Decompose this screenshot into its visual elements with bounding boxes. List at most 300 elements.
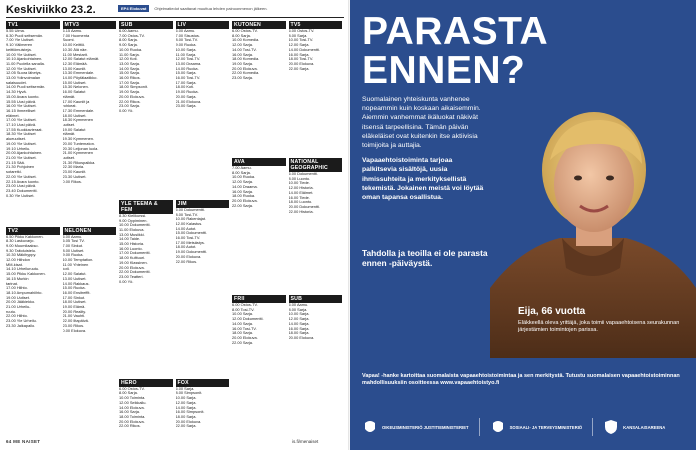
program-item: 14.00 Draama. [232, 184, 258, 189]
program-item: 17.30 Emmerdale. [62, 108, 95, 113]
channel-title: YLE TEEMA & FEM [119, 200, 173, 214]
program-item: 20.00 Ajankohtainen. [6, 151, 43, 156]
program-item: 19.00 Salatut [62, 127, 86, 132]
channel-title: HERO [119, 379, 173, 387]
program-item: uutiset. [62, 123, 76, 128]
sponsor-logo [362, 419, 469, 435]
program-item: 8.00 Tosi-TV. [232, 307, 255, 312]
program-item: 6.00 Aamu. [288, 303, 309, 307]
program-item: 20.00 Elokuva. [119, 419, 145, 424]
program-item: 14.00 Taide. [119, 237, 141, 242]
program-item: 8.00 Sarja. [232, 170, 251, 175]
listing-column [176, 21, 230, 429]
program-item: 11.00 Mestarit. [62, 52, 88, 57]
program-item: 18.10 Ampumahiihto. [6, 290, 43, 295]
shield-icon [603, 419, 619, 435]
program-item: 6.05 Tosi TV. [62, 239, 85, 244]
program-item: 9.30 Taitoluistelu. [6, 248, 36, 253]
program-item: 16.00 Yle Uutiset. [6, 104, 37, 109]
channel-block [6, 21, 60, 224]
program-item: 7.00 Sisustus. [175, 33, 200, 38]
program-item: 18.00 Ruoka. [232, 194, 256, 199]
program-item: 8.30 Kielikurssi. [119, 213, 147, 218]
program-item: 10.00 Sarja. [232, 312, 253, 317]
channel-title: LIV [176, 21, 230, 29]
channel-title: TV2 [6, 227, 60, 235]
program-item: 8.00 Sarja. [288, 33, 308, 38]
channel-block [232, 295, 286, 429]
program-item: 16.00 Luonto. [119, 246, 143, 251]
program-item: 14.00 Elokuva. [119, 405, 145, 410]
program-item: 22.00 Rikos. [119, 424, 141, 429]
program-item: 10.30 Älä näe. [62, 47, 88, 52]
program-item: 10.00 Sarja. [175, 396, 197, 401]
page-url: is.fi/menaiset [292, 439, 319, 444]
program-item: 16.00 Rikos. [119, 76, 141, 81]
program-item: 16.00 Sarja. [288, 326, 310, 331]
program-item: 15.00 Dokumentti. [175, 231, 208, 236]
program-item: 16.00 Simpsonit. [175, 410, 205, 415]
program-item: 20.00 Elokuva. [288, 61, 315, 66]
program-item: 8.00 Tosi-TV. [175, 38, 198, 43]
program-item: 6.15 Aamu. [62, 29, 83, 33]
program-item: 12.00 Sarja. [288, 317, 310, 322]
program-item: 16.00 Sarja. [232, 189, 253, 194]
program-item: 18.00 Uutiset. [62, 113, 87, 118]
program-item: 20.00 Reality. [62, 309, 87, 314]
program-item: 0.00 Elokuva. [62, 328, 87, 333]
channel-title: TV5 [289, 21, 343, 29]
program-item: 18.00 Autot. [175, 245, 197, 250]
program-item: 8.00 Sarja. [119, 38, 138, 43]
advert-page [350, 0, 696, 450]
program-item: 14.00 Autot. [175, 226, 197, 231]
program-item: 8.00 Tosi-TV. [175, 212, 198, 217]
logo-text: SOSIAALI- JA TERVEYSMINISTERIÖ [509, 424, 583, 430]
program-item: 14.00 Sarja. [119, 66, 140, 71]
program-item: 20.00 Elokuva. [175, 419, 202, 424]
program-item: 15.00 Ruoka. [62, 286, 86, 291]
ad-slogan: Tahdolla ja teoilla ei ole parasta ennen -päiväystä. [362, 248, 488, 268]
program-item: 18.00 Kulttuuri. [119, 256, 146, 261]
program-item: 20.00 Elokuva. [175, 254, 202, 259]
program-item: 8.30 Laskuvarjo. [6, 239, 35, 244]
program-item: 16.00 Sarja. [232, 52, 253, 57]
program-item: 22.00 Hiihto. [6, 314, 28, 319]
program-item: 22.00 Sarja. [232, 340, 253, 345]
channel-block [289, 21, 343, 155]
program-item: 19.00 Dokumentti. [175, 250, 208, 255]
program-item: 12.00 Yle Uutiset. [6, 66, 37, 71]
program-item: 20.00 Elokuva. [119, 94, 145, 99]
program-item: ruutu. [6, 309, 16, 314]
listing-column [63, 21, 117, 429]
program-item: 23.00 Sarja. [175, 104, 197, 109]
program-item: 6.00 Ostos-TV. [119, 386, 145, 391]
program-item: 10.00 Ruoka. [119, 47, 143, 52]
program-item: 19.00 Ruoka. [175, 90, 199, 95]
program-item: 20.00 Elokuva. [288, 335, 315, 340]
program-item: 6.00 Aamu. [175, 29, 196, 33]
program-item: 10.00 Sarja. [175, 47, 197, 52]
ad-headline-line2: ENNEN? [362, 49, 526, 92]
program-item: 22.00 Yle Uutiset. [6, 174, 37, 179]
program-item: 10.00 Keittiö. [62, 43, 86, 48]
program-item: 8.00 Uutiset. [62, 248, 85, 253]
sponsor-logos [362, 414, 690, 440]
sponsor-logo [603, 419, 665, 435]
channel-title: NELONEN [63, 227, 117, 235]
program-item: elämät. [62, 94, 76, 99]
program-item: 23.00 Teatteri. [119, 274, 144, 279]
program-item: 18.00 Sarja. [288, 331, 310, 336]
program-item: eläimet. [6, 113, 20, 118]
ad-headline-line1: PARASTA [362, 10, 549, 53]
program-item: 16.15 Ihmeelliset [6, 108, 36, 113]
program-item: 23.00 Yle Urheilu. [6, 319, 37, 324]
program-item: 23.00 Kauniit. [62, 170, 87, 175]
program-item: 19.00 Yle Uutiset. [6, 141, 37, 146]
program-item: 14.00 Sarja. [175, 405, 197, 410]
program-item: 18.00 Toiminta. [119, 414, 146, 419]
program-item: 12.00 Sarja. [232, 43, 253, 48]
program-list [6, 235, 60, 329]
page-folio: 64 ME NAISET [6, 439, 41, 444]
channel-title: SUB [289, 295, 343, 303]
program-item: 14.00 Sarja. [232, 321, 253, 326]
listing-column [119, 21, 173, 429]
program-item: 22.00 Sarja. [232, 203, 253, 208]
program-item: 14.00 Rakkaus. [62, 281, 90, 286]
program-item: elämät. [62, 132, 76, 137]
program-item: 16.00 Tiede. [288, 195, 310, 200]
program-item: 21.30 Rikospaikka. [62, 160, 96, 165]
program-item: 10.00 Temptation. [62, 258, 94, 263]
channel-title: SUB [119, 21, 173, 29]
portrait-caption [518, 306, 692, 334]
program-item: 12.00 Seikkailu. [119, 400, 147, 405]
program-item: 0.30 Yle Uutiset. [6, 193, 35, 198]
channel-block [119, 379, 173, 429]
channel-block [289, 158, 343, 292]
program-item: 18.00 Tosi-TV. [288, 57, 314, 62]
program-item: 16.00 Tosi-TV. [175, 76, 201, 81]
program-item: 12.00 Sarja. [232, 180, 253, 185]
program-item: 13.00 Musiikki. [119, 232, 145, 237]
program-item: 10.00 Tiede. [288, 181, 310, 186]
program-item: 18.30 Yle Uutiset [6, 132, 36, 137]
channel-block [232, 21, 286, 155]
program-list [119, 214, 173, 285]
program-item: 18.30 Kymmenen [62, 118, 93, 123]
program-list [232, 166, 286, 208]
program-item: alueuutiset. [6, 137, 26, 142]
strip-text: Ohjelmatiedot saattavat muuttua lehden painoonmenon jälkeen. [154, 5, 268, 11]
channel-title: TV1 [6, 21, 60, 29]
program-list [63, 29, 117, 184]
program-item: 16.00 Tosi-TV. [232, 326, 257, 331]
program-item: 9.00 Oppiminen. [119, 218, 148, 223]
program-item: 6.30 Puoli seitsemän. [6, 33, 44, 38]
program-list [176, 29, 230, 109]
program-item: 22.00 Rikos. [119, 99, 141, 104]
program-item: 20.00 Tuntematon. [62, 141, 95, 146]
program-item: 19.00 Klassinen. [119, 260, 148, 265]
program-item: 18.00 Sarja. [232, 331, 253, 336]
program-item: 18.00 Koti. [175, 85, 195, 90]
program-item: 20.00 Elokuva. [232, 66, 258, 71]
program-item: 17.00 Dokumentti. [119, 251, 151, 256]
program-item: 13.00 Draama. [175, 61, 202, 66]
caption-name: Eija, 66 vuotta [518, 306, 586, 317]
program-item: 8.00 Sarja. [119, 391, 138, 396]
program-item: 17.00 Sarja. [119, 80, 140, 85]
program-item: 17.00 Sinkut. [62, 295, 86, 300]
channel-block [119, 21, 173, 197]
program-item: 13.00 Sarja. [119, 61, 140, 66]
channel-block [176, 21, 230, 197]
program-item: 22.15 Avara luonto. [6, 179, 40, 184]
program-item: 12.00 Sarja. [288, 43, 310, 48]
program-item: 19.10 Urheilu. [6, 146, 31, 151]
program-item: 10.00 Ruoka. [232, 175, 256, 180]
program-item: 13.30 Emmerdale. [62, 71, 95, 76]
program-item: Suomi. [62, 38, 75, 43]
logo-text: OIKEUSMINISTERIÖ JUSTITIEMINISTERIET [382, 424, 469, 430]
program-item: uutiset. [62, 155, 76, 160]
program-item: 18.00 Luonto. [288, 200, 313, 205]
program-item: 15.00 Pikku Kakkonen. [6, 272, 46, 277]
program-item: 12.30 Elämää. [62, 61, 88, 66]
program-item: koti. [62, 267, 70, 272]
program-item: sotaretki. [6, 170, 22, 175]
program-item: 22.00 Rikos. [175, 259, 198, 264]
program-item: rohkeat. [62, 104, 77, 109]
ad-body [362, 95, 484, 208]
program-item: 7.00 Yle Uutiset. [6, 38, 35, 43]
program-list [6, 29, 60, 198]
program-item: 9.00 Ruoka. [175, 43, 197, 48]
program-item: 14.00 Eläimet. [288, 190, 314, 195]
program-item: 10.00 Komedia. [232, 38, 260, 43]
logo-text: KANSALAISAREENA [623, 424, 666, 430]
program-item: 12.05 Suora lähetys. [6, 71, 42, 76]
program-item: 23.00 Uusi päivä. [6, 184, 37, 189]
program-list [289, 172, 343, 214]
program-item: 23.40 Dokumentti. [6, 188, 38, 193]
program-list [119, 387, 173, 429]
program-item: 5.55 Uima. [6, 29, 25, 33]
program-list [289, 303, 343, 341]
program-item: 14.00 Pöytälaatikko. [62, 76, 98, 81]
top-strip [118, 3, 344, 13]
program-item: 15.30 Nelonen. [62, 85, 89, 90]
program-item: 14.00 Dokumentti. [288, 47, 321, 52]
program-item: 23.00 Sarja. [119, 104, 140, 109]
program-item: 11.00 Elokuva. [119, 227, 145, 232]
program-item: 7.00 Sinkut. [62, 243, 84, 248]
program-item: 17.00 Kauniit ja [62, 99, 90, 104]
program-item: 6.00 Ostos-TV. [288, 29, 315, 33]
program-item: 16.00 Salatut [62, 90, 86, 95]
listing-columns [6, 21, 344, 429]
program-item: 10.30 Mäkihyppy. [6, 253, 37, 258]
program-item: 19.00 Sarja. [119, 90, 140, 95]
program-item: 23.00 Rikos. [62, 323, 85, 328]
program-item: 0.00 Rikos. [62, 179, 82, 184]
program-item: 20.00 Elokuva. [119, 265, 145, 270]
program-item: 17.00 Sarja. [175, 80, 197, 85]
program-item: 8.00 Luonto. [288, 176, 311, 181]
program-item: 22.00 Dokumentti. [119, 270, 151, 275]
channel-title: FRII [232, 295, 286, 303]
program-item: 6.00 Dokumentti. [175, 207, 205, 212]
program-item: 23.30 Jalkapallo. [6, 323, 36, 328]
channel-block [176, 200, 230, 376]
program-item: 12.00 Historia. [288, 186, 314, 191]
program-list [232, 29, 286, 81]
program-item: 10.00 Dokumentti. [119, 223, 151, 228]
program-item: 9.00 Muumilaakso. [6, 243, 39, 248]
program-item: 20.00 Jääkiekko. [6, 300, 36, 305]
channel-block [176, 379, 230, 429]
caption-text: Eläkkeellä oleva yrittäjä, joka toimii vapaaehtoisena seurakunnan järjestämien toimintojen parissa. [518, 320, 680, 333]
program-item: MM-kisat. [6, 262, 23, 267]
program-item: 10.00 Toiminta. [119, 396, 146, 401]
program-item: 20.30 Leijonan luola. [62, 146, 99, 151]
program-item: 8.00 Sarja. [232, 33, 251, 38]
program-item: 13.00 Ydinvoimalan [6, 76, 41, 81]
program-item: 21.30 Pohjoinen [6, 165, 35, 170]
program-item: 10.00 Tosi-TV. [288, 38, 314, 43]
ad-call-to-action: Vapaa! -hanke kartoittaa suomalaista vapaaehtoistoimintaa ja sen merkitystä. Tutustu suomalaisen vapaaehtoistoiminnan mahdollisuuksiin osoitteessa www.vapaaehtoistyo.fi [362, 373, 680, 387]
program-item: 12.00 Koti. [119, 57, 138, 62]
channel-block [63, 21, 117, 224]
program-item: 21.00 Yle Uutiset. [6, 155, 37, 160]
program-item: 12.00 Tosi-TV. [175, 57, 201, 62]
program-item: 14.00 Puoli seitsemän. [6, 85, 46, 90]
program-item: 19.30 Kymmenen. [62, 137, 95, 142]
channel-title: FOX [176, 379, 230, 387]
program-item: 23.30 Uutiset. [62, 174, 87, 179]
ad-paragraph-2: Vapaaehtoistoiminta tarjoaa palkitsevia sisältöjä, uusia ihmissuhteita ja merkityksellistä tekemistä. Jokainen meistä voi löytää oman tapansa osallistua. [362, 157, 484, 202]
program-item: 14.10 Urheiluruutu. [6, 267, 40, 272]
program-item: 18.00 Simpsonit. [119, 85, 148, 90]
program-item: 16.00 Sarja. [119, 410, 140, 415]
program-item: 18.00 Uutiset. [62, 300, 87, 305]
program-item: 17.55 Kuokkavieraat. [6, 127, 43, 132]
program-item: 0.00 Yö. [119, 108, 134, 113]
program-item: 20.00 Elokuva. [232, 335, 258, 340]
program-list [289, 29, 343, 71]
program-item: 18.00 Sarja. [175, 414, 197, 419]
crest-icon [490, 419, 506, 435]
program-item: 21.00 Elokuva. [175, 99, 202, 104]
program-item: 17.00 Yle Uutiset. [6, 118, 37, 123]
program-item: 14.00 Sarja. [288, 321, 310, 326]
channel-title: JIM [176, 200, 230, 208]
heading-rule [6, 17, 344, 18]
ad-paragraph-1: Suomalainen yhteiskunta vanhenee nopeammin kuin koskaan aikaisemmin. Aiemmin vanhemmat ikäluokat näkivät itsensä tarpeellisina. Tämän päivän eläkeläiset ovat kuitenkin itse aktiivisia toimijoita ja auttajia. [362, 96, 481, 150]
program-item: 17.00 Metsästys. [175, 240, 205, 245]
program-list [232, 303, 286, 345]
program-item: 16.15 Murkin [6, 276, 29, 281]
program-item: 19.00 Uutiset. [6, 295, 31, 300]
channel-block [119, 200, 173, 376]
program-item: 12.00 Hiihdon [6, 258, 31, 263]
program-item: 21.00 Urheilu- [6, 305, 31, 310]
crest-icon [362, 419, 378, 435]
program-item: 6.00 Aamu. [62, 234, 83, 239]
program-item: 7.00 Ostos-TV. [119, 33, 145, 38]
program-item: 9.00 Sarja. [119, 43, 138, 48]
channel-title: NATIONAL GEOGRAPHIC [289, 158, 343, 172]
listing-column [289, 21, 343, 429]
program-item: salaisuudet. [6, 80, 27, 85]
program-item: 22.00 Komedia. [232, 71, 260, 76]
program-item: 19.00 Sarja. [232, 61, 253, 66]
program-item: 19.00 Elämä. [62, 305, 86, 310]
program-item: 20.00 Elokuva. [232, 198, 258, 203]
program-item: 15.55 Uusi päivä. [6, 99, 37, 104]
program-item: 13.00 Uutiset. [62, 276, 87, 281]
program-item: 7.00 Aamu. [232, 166, 252, 170]
program-item: 11.00 Yhteinen [62, 262, 89, 267]
strip-badge: EP4 Elokuvat [118, 5, 149, 12]
listing-column [6, 21, 60, 429]
program-item: 21.00 Vauhti. [62, 314, 86, 319]
program-item: 11.00 Sarja. [119, 52, 140, 57]
program-item: 9.00 Ruoka. [62, 253, 84, 258]
channel-block [63, 227, 117, 430]
channel-block [6, 227, 60, 430]
channel-title: AVA [232, 158, 286, 166]
program-item: 17.10 Uusi päivä. [6, 123, 37, 128]
program-list [176, 387, 230, 429]
program-item: 12.00 Salatut. [62, 272, 87, 277]
program-item: 22.00 Historia. [288, 209, 314, 214]
program-item: 6.00 Aamu. [119, 29, 139, 33]
program-item: 21.00 Kymmenen [62, 151, 93, 156]
program-item: 15.00 Avara luonto. [6, 94, 40, 99]
channel-block [289, 295, 343, 429]
program-item: 10.00 Yle Uutiset. [6, 52, 37, 57]
program-item: 17.00 Hiihto. [6, 286, 28, 291]
date-heading: Keskiviikko 23.2. [6, 4, 96, 16]
program-item: 6.00 Sarja. [175, 386, 195, 391]
program-item: 20.00 Dokumentti. [288, 204, 321, 209]
program-item: 15.00 Uutiset. [62, 80, 87, 85]
program-item: 22.00 Iltapäivä. [62, 319, 89, 324]
program-item: 22.30 Maria. [62, 165, 85, 170]
program-item: 0.00 Yö. [119, 279, 134, 284]
program-item: 15.00 Sarja. [175, 71, 197, 76]
sponsor-logo [490, 419, 583, 435]
program-item: 14.30 Hyvä. [6, 90, 27, 95]
listing-column [232, 21, 286, 429]
program-item: 18.00 Komedia. [232, 57, 260, 62]
program-item: 12.00 Salatut elämät. [62, 57, 100, 62]
program-item: 6.00 Dokumentti. [288, 172, 318, 176]
channel-title: MTV3 [63, 21, 117, 29]
program-item: 23.00 Sarja. [232, 76, 253, 81]
logo-separator [479, 418, 480, 436]
program-item: 22.00 Sarja. [288, 66, 310, 71]
program-item: 11.00 Sarja. [175, 52, 197, 57]
logo-separator [592, 418, 593, 436]
program-item: 14.00 Ruoka. [175, 66, 199, 71]
program-item: 6.50 Pikku Kakkonen. [6, 234, 44, 239]
